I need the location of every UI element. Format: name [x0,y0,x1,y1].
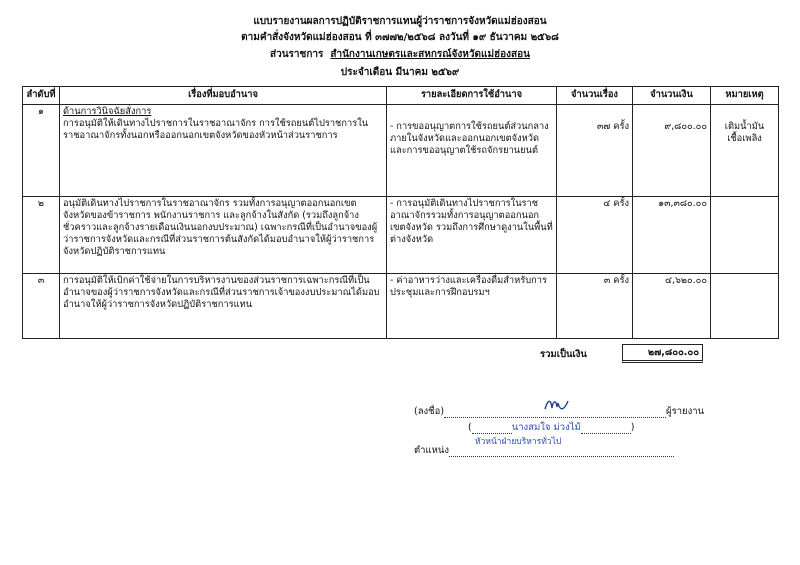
section-heading: ด้านการวินิจฉัยสั่งการ [63,106,152,117]
row-subject [60,105,387,197]
row-number: ๑ [23,105,60,197]
row-note [711,274,779,339]
printed-name-line: ( นางสมใจ ม่วงไม้ ) [468,422,635,433]
row-count: ๓๗ ครั้ง [557,105,633,197]
row-note [711,197,779,274]
position-stamp: หัวหน้าฝ่ายบริหารทั่วไป [475,437,562,447]
table-row [23,105,779,197]
row-number: ๒ [23,197,60,274]
table-header-row [23,87,779,105]
col-header-note: หมายเหตุ [711,87,779,105]
report-month: ประจำเดือน มีนาคม ๒๕๖๙ [340,67,460,78]
table-row [23,274,779,339]
agency-name: สำนักงานเกษตรและสหกรณ์จังหวัดแม่ฮ่องสอน [330,49,530,60]
agency-prefix: ส่วนราชการ [270,49,324,60]
row-amount: ๑๓,๓๘๐.๐๐ [633,197,711,274]
total-label: รวมเป็นเงิน [540,349,587,360]
col-header-count: จำนวนเรื่อง [557,87,633,105]
delegation-report-table [22,86,779,339]
row-amount: ๙,๘๐๐.๐๐ [633,105,711,197]
report-title: แบบรายงานผลการปฏิบัติราชการแทนผู้ว่าราชการจังหวัดแม่ฮ่องสอน [253,16,547,27]
handwritten-signature [542,395,574,415]
subject-text: การอนุมัติให้เดินทางไปราชการในราชอาณาจักร การใช้รถยนต์ไปราชการในราชอาณาจักรทั้งนอกหรือออกนอกเขตจังหวัดของหัวหน้าส่วนราชการ [63,118,369,142]
row-subject: อนุมัติเดินทางไปราชการในราชอาณาจักร รวมทั้งการอนุญาตออกนอกเขตจังหวัดของข้าราชการ พนักงานราชการ และลูกจ้างในสังกัด (รวมถึงลูกจ้างชั่วคราวและลูกจ้างรายเดือนเงินนอกงบประมาณ) เฉพาะกรณีที่เป็นอำนาจของผู้ว่าราชการจังหวัดและกรณีที่ส่วนราชการต้นสังกัดได้มอบอำนาจให้ผู้ว่าราชการจังหวัดปฏิบัติราชการแทน [60,197,387,274]
row-detail: - ค่าอาหารว่างและเครื่องดื่มสำหรับการประชุมและการฝึกอบรมฯ [387,274,557,339]
row-subject: การอนุมัติให้เบิกค่าใช้จ่ายในการบริหารงานของส่วนราชการเฉพาะกรณีที่เป็นอำนาจของผู้ว่าราชการจังหวัดและกรณีที่ส่วนราชการเจ้าของงบประมาณได้มอบอำนาจให้ผู้ว่าราชการจังหวัดปฏิบัติราชการแทน [60,274,387,339]
col-header-detail: รายละเอียดการใช้อำนาจ [387,87,557,105]
position-label: ตำแหน่ง [414,445,450,456]
row-count: ๓ ครั้ง [557,274,633,339]
position-line [414,445,674,457]
table-row [23,197,779,274]
row-detail: - การขออนุญาตการใช้รถยนต์ส่วนกลางภายในจังหวัดและออกนอกเขตจังหวัด และการขออนุญาตใช้รถจักรยานยนต์ [387,105,557,197]
sign-label: (ลงชื่อ) [414,406,445,417]
agency-line [0,48,800,61]
row-amount: ๔,๖๒๐.๐๐ [633,274,711,339]
printed-name: นางสมใจ ม่วงไม้ [511,422,581,433]
col-header-no: ลำดับที่ [23,87,60,105]
row-count: ๔ ครั้ง [557,197,633,274]
order-reference: ตามคำสั่งจังหวัดแม่ฮ่องสอน ที่ ๓๗๗๒/๒๕๖๘ ลงวันที่ ๑๙ ธันวาคม ๒๕๖๘ [241,32,559,43]
row-detail: - การอนุมัติเดินทางไปราชการในราชอาณาจักรรวมทั้งการอนุญาตออกนอกเขตจังหวัด รวมถึงการศึกษาดูงานในพื้นที่ต่างจังหวัด [387,197,557,274]
total-amount: ๒๗,๘๐๐.๐๐ [622,344,703,363]
row-note: เติมน้ำมัน เชื้อเพลิง [711,105,779,197]
col-header-subject: เรื่องที่มอบอำนาจ [60,87,387,105]
col-header-amount: จำนวนเงิน [633,87,711,105]
reporter-role: ผู้รายงาน [666,406,705,417]
row-number: ๓ [23,274,60,339]
